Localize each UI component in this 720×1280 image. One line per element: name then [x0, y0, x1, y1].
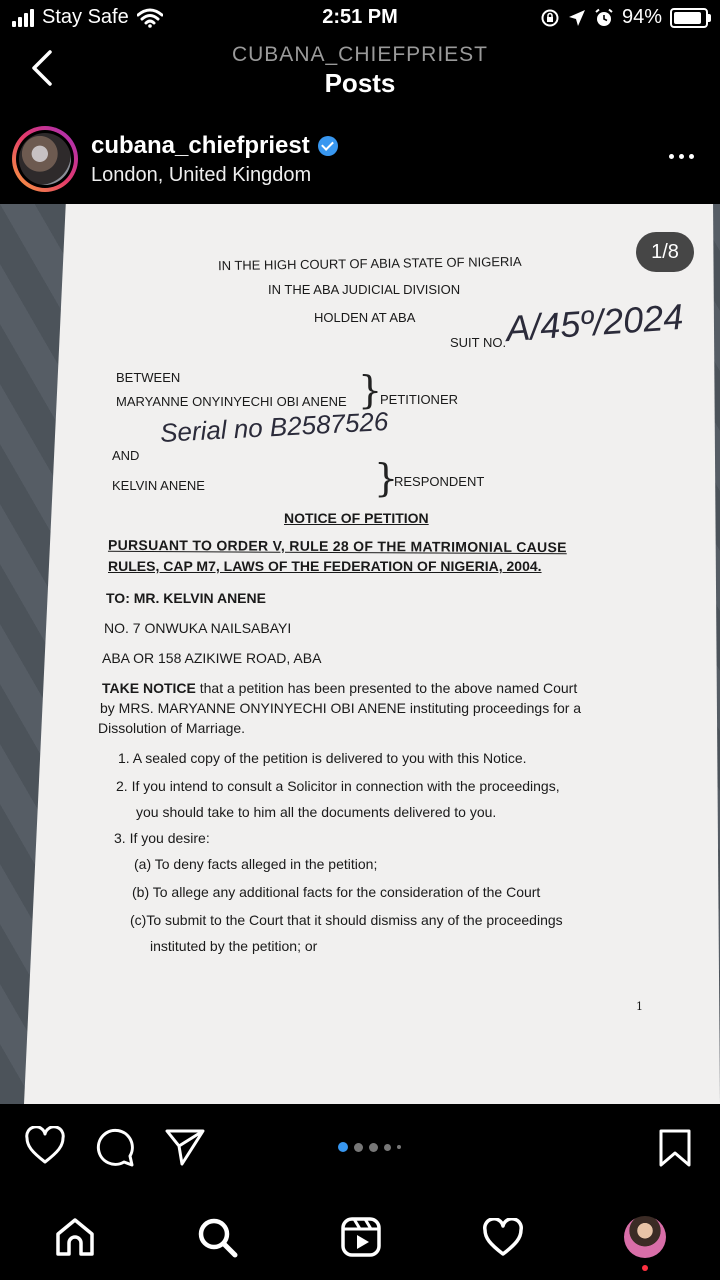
verified-badge-icon — [318, 136, 338, 156]
heart-icon[interactable] — [24, 1126, 66, 1166]
author-avatar[interactable] — [12, 126, 78, 192]
battery-percent: 94% — [621, 6, 662, 28]
take-notice-line-3: Dissolution of Marriage. — [98, 720, 246, 736]
item-2a: 2. If you intend to consult a Solicitor in connection with the proceedings, — [116, 778, 560, 794]
header-username: CUBANA_CHIEFPRIEST — [231, 43, 489, 66]
notice-title: NOTICE OF PETITION — [284, 510, 429, 526]
search-icon[interactable] — [196, 1216, 238, 1258]
petitioner-label: PETITIONER — [380, 392, 459, 407]
respondent-brace: } — [374, 456, 399, 500]
take-notice-line-1 — [102, 680, 577, 696]
carousel-indicator — [338, 1142, 401, 1152]
post-location[interactable]: London, United Kingdom — [91, 164, 312, 186]
author-username[interactable] — [91, 132, 338, 160]
and-label: AND — [112, 448, 140, 463]
post-action-bar — [0, 1104, 720, 1194]
page-number: 1 — [636, 1000, 643, 1013]
suit-no-handwritten: A/45º/2024 — [504, 295, 685, 350]
carousel-counter: 1/8 — [636, 232, 694, 272]
carousel-dot — [369, 1143, 378, 1152]
item-2b: you should take to him all the documents delivered to you. — [136, 804, 497, 820]
header — [0, 38, 720, 116]
reels-icon[interactable] — [340, 1216, 382, 1258]
share-icon[interactable] — [164, 1128, 206, 1166]
item-3a: (a) To deny facts alleged in the petition; — [134, 856, 378, 872]
status-right — [540, 6, 708, 29]
profile-avatar[interactable] — [624, 1216, 666, 1258]
take-notice-bold: TAKE NOTICE — [102, 680, 196, 696]
activity-icon[interactable] — [482, 1218, 524, 1258]
alarm-icon — [594, 8, 614, 28]
petitioner-brace: } — [358, 368, 383, 412]
to-line: TO: MR. KELVIN ANENE — [106, 590, 266, 606]
respondent-name: KELVIN ANENE — [112, 478, 205, 493]
carousel-dot — [384, 1144, 391, 1151]
author-username-text: cubana_chiefpriest — [91, 132, 310, 159]
item-3b: (b) To allege any additional facts for the consideration of the Court — [132, 884, 541, 900]
court-line-2: IN THE ABA JUDICIAL DIVISION — [268, 282, 461, 297]
suit-no-label: SUIT NO. — [450, 335, 507, 350]
take-notice-text: that a petition has been presented to the above named Court — [195, 680, 578, 696]
post-author-row — [0, 120, 720, 204]
item-3: 3. If you desire: — [114, 830, 210, 846]
location-icon — [568, 9, 586, 27]
battery-icon — [670, 8, 708, 28]
more-options-icon[interactable] — [669, 154, 694, 159]
take-notice-line-2: by MRS. MARYANNE ONYINYECHI OBI ANENE instituting proceedings for a — [100, 700, 582, 716]
address-line-2: ABA OR 158 AZIKIWE ROAD, ABA — [102, 650, 322, 666]
status-time: 2:51 PM — [322, 6, 398, 28]
item-1: 1. A sealed copy of the petition is delivered to you with this Notice. — [118, 750, 527, 766]
bottom-nav — [0, 1194, 720, 1280]
comment-icon[interactable] — [94, 1126, 136, 1168]
carrier-label: Stay Safe — [42, 6, 129, 28]
item-3c-2: instituted by the petition; or — [150, 938, 318, 954]
pursuant-line-2: RULES, CAP M7, LAWS OF THE FEDERATION OF NIGERIA, 2004. — [108, 558, 542, 574]
address-line-1: NO. 7 ONWUKA NAILSABAYI — [104, 620, 292, 636]
post-image[interactable] — [0, 204, 720, 1104]
page-title: Posts — [324, 68, 396, 98]
carousel-dot-active — [338, 1142, 348, 1152]
bookmark-icon[interactable] — [658, 1128, 692, 1168]
court-line-3: HOLDEN AT ABA — [314, 310, 416, 325]
pursuant-line-1: PURSUANT TO ORDER V, RULE 28 OF THE MATRIMONIAL CAUSE — [107, 536, 567, 556]
court-line-1: IN THE HIGH COURT OF ABIA STATE OF NIGERIA — [217, 253, 522, 274]
status-bar — [0, 0, 720, 38]
item-3c-1: (c)To submit to the Court that it should dismiss any of the proceedings — [130, 912, 563, 928]
notification-dot — [642, 1265, 648, 1271]
home-icon[interactable] — [54, 1216, 96, 1258]
document-content — [0, 204, 720, 1104]
screen-lock-icon — [540, 8, 560, 28]
battery-fill — [674, 12, 701, 24]
petitioner-name: MARYANNE ONYINYECHI OBI ANENE — [116, 394, 347, 409]
between-label: BETWEEN — [116, 370, 181, 385]
respondent-label: RESPONDENT — [394, 474, 485, 489]
handwritten-serial: Serial no B2587526 — [159, 406, 390, 448]
avatar-photo — [19, 133, 71, 185]
carousel-dot — [354, 1143, 363, 1152]
carousel-dot — [397, 1145, 401, 1149]
